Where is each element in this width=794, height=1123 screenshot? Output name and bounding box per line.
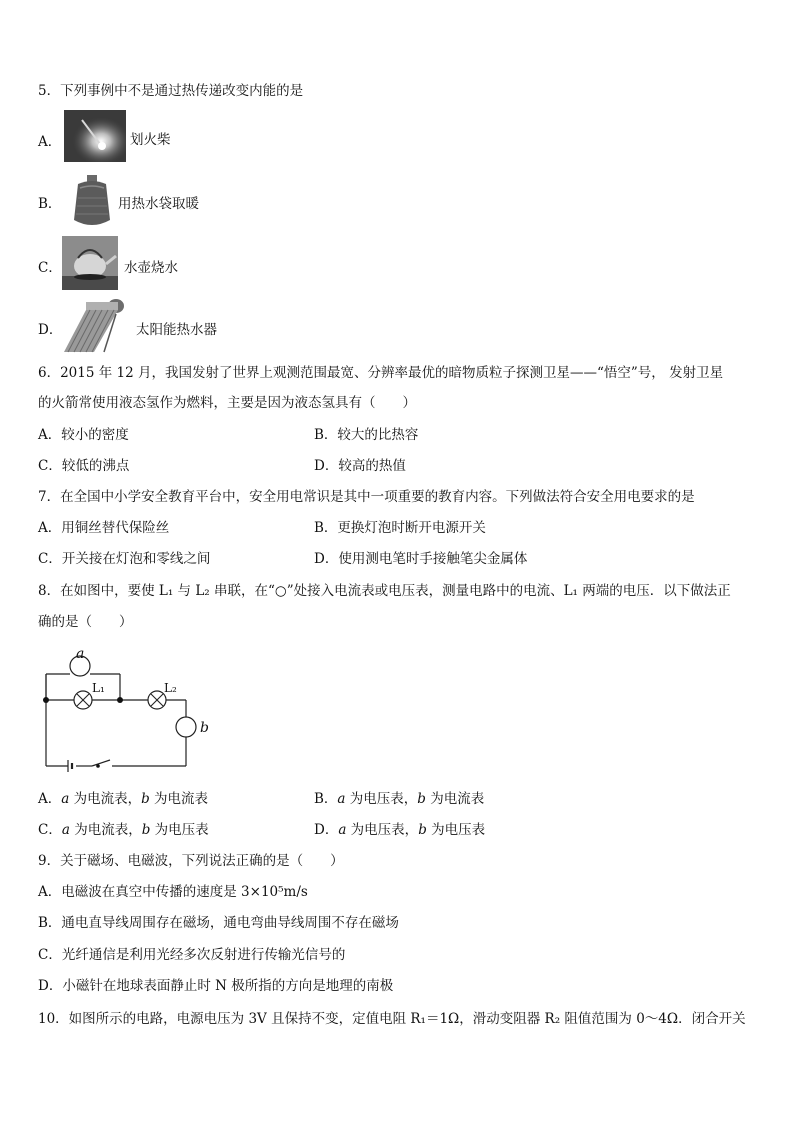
q8-option-b-a: a (337, 791, 346, 807)
q8-stem-line1: 8．在如图中，要使 L₁ 与 L₂ 串联，在“○”处接入电流表或电压表，测量电路中的电流、L₁ 两端的电压．以下做法正 (38, 583, 731, 599)
q5-option-b-caption: 用热水袋取暖 (118, 196, 199, 212)
q10-stem: 10．如图所示的电路，电源电压为 3V 且保持不变，定值电阻 R₁＝1Ω，滑动变阻器 R₂ 阻值范围为 0～4Ω．闭合开关 (38, 1011, 746, 1027)
q8-label-a: a (76, 646, 85, 662)
q8-option-d (314, 821, 485, 839)
q8-option-b-letter: B． (314, 791, 338, 807)
q8-option-a-letter: A． (38, 791, 62, 807)
q8-option-d-letter: D． (314, 822, 339, 838)
match-striking-photo-icon (64, 110, 126, 162)
q8-option-a-end: 为电流表 (149, 791, 209, 807)
q9-option-b: B．通电直导线周围存在磁场，通电弯曲导线周围不存在磁场 (38, 915, 399, 931)
q6-stem-line1: 6．2015 年 12 月，我国发射了世界上观测范围最宽、分辨率最优的暗物质粒子探测卫星——“悟空”号， 发射卫星 (38, 365, 724, 381)
q8-option-c-end: 为电压表 (150, 822, 209, 838)
q5-option-c-letter: C． (38, 260, 62, 276)
q5-option-b-letter: B． (38, 196, 62, 212)
q8-option-c-b: b (141, 822, 151, 838)
q8-option-b (314, 790, 484, 808)
q8-stem-line2: 确的是（ ） (38, 614, 133, 630)
q9-stem: 9．关于磁场、电磁波，下列说法正确的是（ ） (38, 853, 344, 869)
q8-option-a-b: b (141, 791, 150, 807)
solar-water-heater-photo-icon (60, 296, 132, 354)
q8-option-b-end: 为电流表 (425, 791, 485, 807)
q8-label-l1: L₁ (92, 681, 105, 695)
q8-option-c (38, 821, 209, 839)
q5-option-d-caption: 太阳能热水器 (136, 322, 217, 338)
q7-option-a: A．用铜丝替代保险丝 (38, 520, 170, 536)
q9-option-c: C．光纤通信是利用光经多次反射进行传输光信号的 (38, 947, 346, 963)
q8-option-d-b: b (418, 822, 427, 838)
q9-option-a: A．电磁波在真空中传播的速度是 3×10⁵m/s (38, 884, 308, 900)
q8-option-c-mid: 为电流表， (69, 822, 142, 838)
q5-option-d-letter: D． (38, 322, 63, 338)
q5-option-c-caption: 水壶烧水 (124, 260, 178, 276)
q8-option-c-letter: C． (38, 822, 62, 838)
q6-option-b: B．较大的比热容 (314, 427, 419, 443)
q6-stem-line2: 的火箭常使用液态氢作为燃料，主要是因为液态氢具有（ ） (38, 395, 416, 411)
hot-water-bag-photo-icon (70, 174, 114, 228)
kettle-on-stove-photo-icon (62, 236, 118, 290)
q7-option-d: D．使用测电笔时手接触笔尖金属体 (314, 551, 528, 567)
q8-label-l2: L₂ (164, 681, 177, 695)
q5-option-a-caption: 划火柴 (130, 132, 171, 148)
q6-option-d: D．较高的热值 (314, 458, 406, 474)
q7-option-b: B．更换灯泡时断开电源开关 (314, 520, 486, 536)
q8-option-c-a: a (61, 822, 70, 838)
q8-option-a (38, 790, 208, 808)
q8-label-b: b (200, 720, 209, 736)
q8-option-b-b: b (417, 791, 426, 807)
q8-option-a-mid: 为电流表， (69, 791, 142, 807)
q5-option-a-letter: A． (38, 134, 62, 150)
q5-stem: 5．下列事例中不是通过热传递改变内能的是 (38, 83, 304, 99)
q8-option-d-mid: 为电压表， (346, 822, 419, 838)
q7-stem: 7．在全国中小学安全教育平台中，安全用电常识是其中一项重要的教育内容。下列做法符合安全用电要求的是 (38, 489, 695, 505)
q8-option-b-mid: 为电压表， (345, 791, 418, 807)
q7-option-c: C．开关接在灯泡和零线之间 (38, 551, 211, 567)
q6-option-c: C．较低的沸点 (38, 458, 130, 474)
q8-option-d-end: 为电压表 (426, 822, 486, 838)
q8-option-d-a: a (338, 822, 347, 838)
q6-option-a: A．较小的密度 (38, 427, 129, 443)
q8-circuit-diagram (36, 644, 226, 776)
q9-option-d: D．小磁针在地球表面静止时 N 极所指的方向是地理的南极 (38, 978, 394, 994)
q8-option-a-a: a (61, 791, 70, 807)
